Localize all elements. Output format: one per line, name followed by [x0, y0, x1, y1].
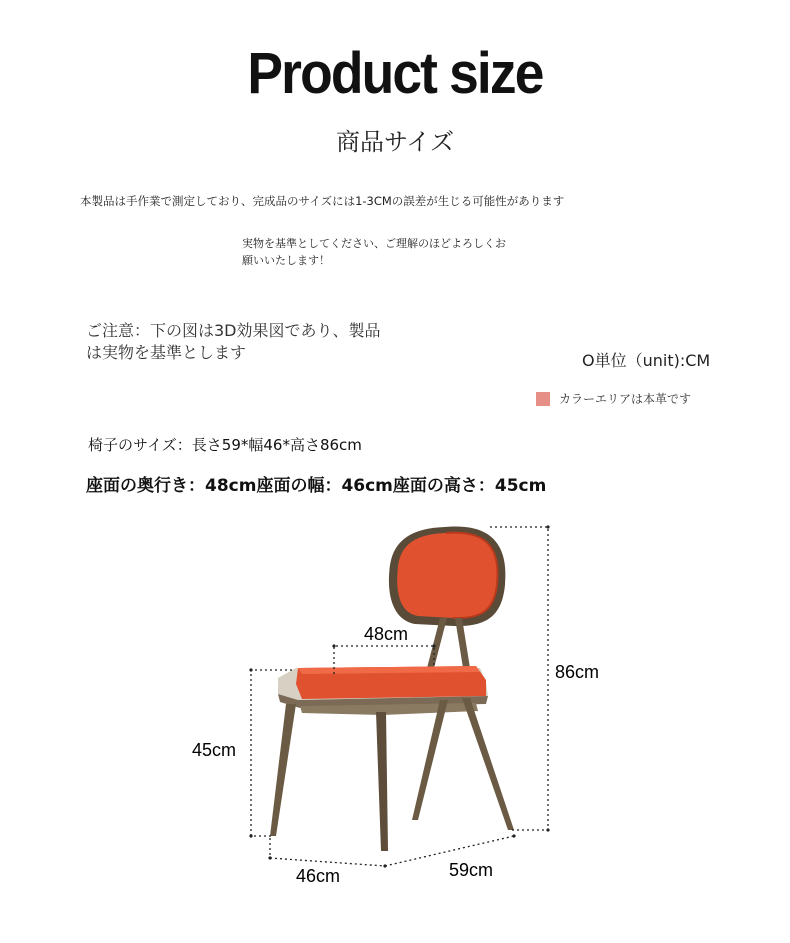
understanding-notice: 実物を基準としてください、ご理解のほどよろしくお願いいたします！: [242, 237, 506, 267]
chair-size-spec: 椅子のサイズ：長さ59*幅46*高さ86cm: [88, 436, 362, 454]
page-title: Product size: [247, 41, 543, 106]
total-height-label: 86cm: [555, 662, 600, 682]
leg-front-left: [270, 704, 296, 836]
seat-depth-label: 48cm: [364, 624, 409, 644]
unit-label: O単位（unit):CM: [582, 351, 711, 370]
page-subtitle: 商品サイズ: [335, 128, 455, 156]
backrest-cushion: [397, 533, 497, 618]
length-label: 59cm: [449, 860, 494, 880]
handmade-notice: 本製品は手作業で測定しており、完成品のサイズには1-3CMの誤差が生じる可能性があります: [80, 194, 565, 208]
seat-size-spec: 座面の奥行き：48cm座面の幅：46cm座面の高さ：45cm: [86, 476, 547, 496]
caution-notice: ご注意：下の図は3D効果図であり、製品は実物を基準とします: [86, 321, 381, 362]
seat-height-label: 45cm: [192, 740, 237, 760]
legend-label: カラーエリアは本革です: [559, 392, 692, 406]
width-line: [270, 838, 385, 866]
leg-back-right: [462, 698, 514, 830]
back-support-left: [427, 618, 447, 668]
leg-front-right: [376, 712, 388, 851]
width-label: 46cm: [296, 866, 341, 886]
leg-back-left: [412, 700, 448, 820]
